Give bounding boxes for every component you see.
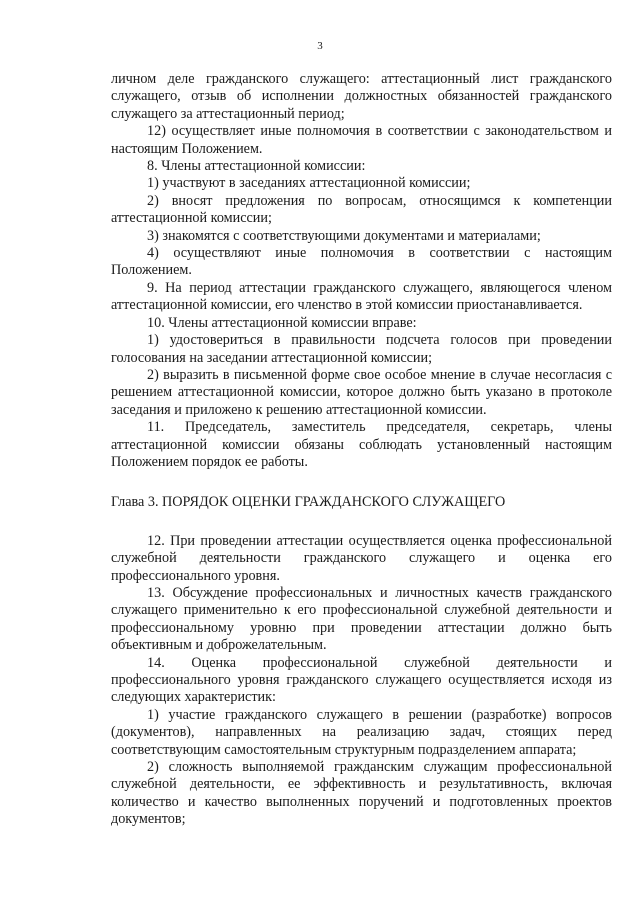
- paragraph-item-8-3: 3) знакомятся с соответствующими документами и материалами;: [147, 227, 541, 244]
- page-number: 3: [317, 40, 323, 52]
- paragraph-item-14-2: 2) сложность выполняемой гражданским служащим профессиональной служебной деятельности, ее эффективность и результативность, включая количество и качество выполненных поручений и подготовленных проектов документов;: [111, 759, 612, 828]
- paragraph-14: 14. Оценка профессиональной служебной деятельности и профессионального уровня гражданского служащего осуществляется исходя из следующих характеристик:: [111, 654, 612, 706]
- chapter-heading: Глава 3. ПОРЯДОК ОЦЕНКИ ГРАЖДАНСКОГО СЛУЖАЩЕГО: [111, 494, 506, 511]
- document-body: [111, 71, 612, 829]
- paragraph-10: 10. Члены аттестационной комиссии вправе:: [147, 314, 417, 331]
- paragraph-item-8-4: 4) осуществляют иные полномочия в соответствии с настоящим Положением.: [111, 245, 612, 279]
- paragraph-item-7-12: 12) осуществляет иные полномочия в соответствии с законодательством и настоящим Положением.: [111, 123, 612, 157]
- paragraph-item-14-1: 1) участие гражданского служащего в решении (разработке) вопросов (документов), направленных на реализацию задач, стоящих перед соответствующим самостоятельным структурным подразделением аппарата;: [111, 706, 612, 758]
- paragraph-12: 12. При проведении аттестации осуществляется оценка профессиональной служебной деятельности гражданского служащего и оценка его профессионального уровня.: [111, 532, 612, 584]
- paragraph-13: 13. Обсуждение профессиональных и личностных качеств гражданского служащего применительно к его профессиональной служебной деятельности и профессиональному уровню при проведении аттестации должно быть объективным и доброжелательным.: [111, 584, 612, 654]
- paragraph-item-8-1: 1) участвуют в заседаниях аттестационной комиссии;: [147, 175, 471, 192]
- paragraph-9: 9. На период аттестации гражданского служащего, являющегося членом аттестационной комиссии, его членство в этой комиссии приостанавливается.: [111, 279, 612, 314]
- paragraph-item-10-2: 2) выразить в письменной форме свое особое мнение в случае несогласия с решением аттестационной комиссии, которое должно быть указано в протоколе заседания и приложено к решению аттестационной комиссии.: [111, 366, 612, 418]
- paragraph-item-10-1: 1) удостовериться в правильности подсчета голосов при проведении голосования на заседании аттестационной комиссии;: [111, 332, 612, 366]
- paragraph-item-8-2: 2) вносят предложения по вопросам, относящимся к компетенции аттестационной комиссии;: [111, 192, 612, 227]
- paragraph-continuation: личном деле гражданского служащего: аттестационный лист гражданского служащего, отзыв об исполнении должностных обязанностей гражданского служащего за аттестационный период;: [111, 71, 612, 122]
- paragraph-8: 8. Члены аттестационной комиссии:: [147, 158, 366, 175]
- paragraph-11: 11. Председатель, заместитель председателя, секретарь, члены аттестационной комиссии обязаны соблюдать установленный настоящим Положением порядок ее работы.: [111, 419, 612, 470]
